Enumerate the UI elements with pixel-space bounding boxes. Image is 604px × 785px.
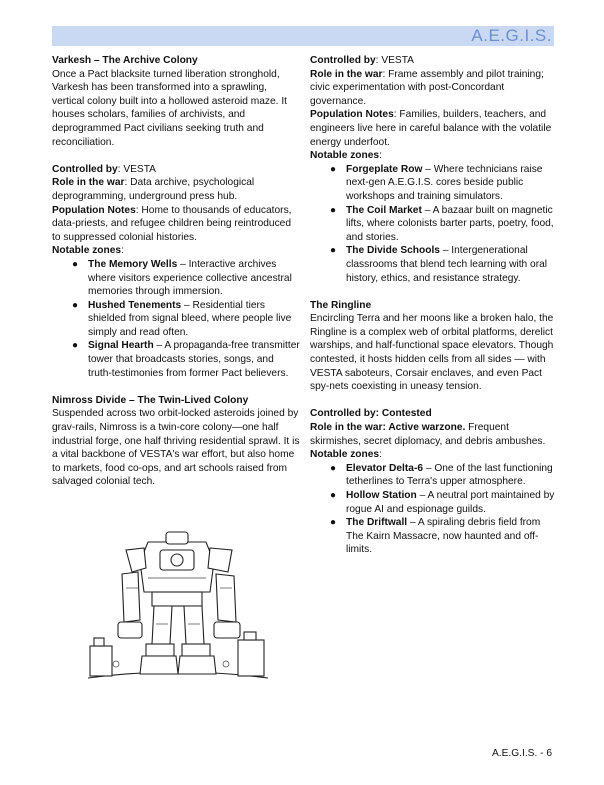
varkesh-controlled — [52, 163, 300, 177]
zone-name: The Driftwall — [346, 517, 408, 529]
zones-label: Notable zones — [52, 245, 122, 257]
varkesh-section — [52, 54, 300, 149]
population-label: Population Notes — [52, 204, 136, 216]
role-value-bold: : Active warzone. — [382, 422, 466, 434]
zone-desc: – Residential tiers shielded from signal bleed, where people live simply and read often. — [88, 299, 292, 338]
varkesh-population — [52, 204, 300, 245]
role-label: Role in the war — [52, 177, 125, 189]
ringline-details: Controlled by: Contested Role in the war: Active warzone. Frequent skirmishes, secret diplomacy, and debris ambushes. Notable zones: ● Elevator Delta-6 – One of the last functioning tetherlines to Terra's upper atmosphere. ● Hollow Station – A neutral port maintained by rogue AI and espionage guilds. ● The Driftwall – A spiraling debris field from The Kairn Massacre, now haunted and off-limits. — [310, 408, 555, 556]
role-value: Frequent skirmishes, secret diplomacy, and debris ambushes. — [310, 422, 546, 447]
zone-name: Forgeplate Row — [346, 163, 423, 175]
nimross-section — [52, 394, 300, 489]
zone-name: Hollow Station — [346, 490, 417, 501]
varkesh-zones-heading: Notable zones: — [52, 245, 124, 257]
mech-robot-illustration — [86, 528, 270, 688]
zones-label: Notable zones — [310, 449, 380, 461]
page-footer: A.E.G.I.S. - 6 — [491, 748, 552, 759]
ringline-description: Encircling Terra and her moons like a broken halo, the Ringline is a complex web of orbital platforms, derelict warships, and half-functional space elevators. Though contested, it hosts hidden cells from all sides — with VESTA saboteurs, Corsair enclaves, and even Pact spy-nets coexisting in uneasy tension. — [310, 313, 554, 393]
varkesh-description: Once a Pact blacksite turned liberation stronghold, Varkesh has been transformed into a sprawling, vertical colony built into a hollowed asteroid maze. It houses scholars, families of archivists, and deprogrammed Pact civilians seeking truth and reconciliation. — [52, 68, 287, 148]
zone-name: Hushed Tenements — [88, 299, 182, 311]
list-item: ● Elevator Delta-6 – One of the last functioning tetherlines to Terra's upper atmosphere. — [330, 462, 553, 488]
controlled-label: Controlled by — [310, 408, 376, 420]
varkesh-zones-list — [52, 258, 300, 380]
zone-desc: – A propaganda-free transmitter tower that broadcasts stories, songs, and truth-testimonies from former Pact believers. — [88, 340, 300, 379]
header-title: A.E.G.I.S. — [471, 26, 552, 45]
role-value: : Frame assembly and pilot training; civic experimentation with post-Concordant governance. — [310, 68, 544, 107]
left-column — [52, 54, 300, 503]
controlled-label: Controlled by — [52, 163, 118, 175]
varkesh-details — [52, 163, 300, 381]
zone-desc: – A spiraling debris field from The Kairn Massacre, now haunted and off-limits. — [346, 517, 541, 556]
list-item: ● The Divide Schools – Intergenerational classrooms that blend tech learning with oral history, ethics, and resistance strategy. — [330, 245, 548, 284]
section-title-varkesh: Varkesh – The Archive Colony — [52, 55, 198, 66]
population-label: Population Notes — [310, 109, 394, 121]
list-item: ● The Coil Market – A bazaar built on magnetic lifts, where colonists barter parts, poetry, food, and stories. — [330, 204, 554, 243]
list-item: ● Forgeplate Row – Where technicians raise next-gen A.E.G.I.S. cores beside public workshops and training simulators. — [330, 163, 543, 202]
zone-name: The Divide Schools — [346, 245, 440, 257]
role-label: Role in the war — [310, 422, 383, 434]
section-title-nimross: Nimross Divide – The Twin-Lived Colony — [52, 394, 249, 406]
list-item: ● Signal Hearth – A propaganda-free transmitter tower that broadcasts stories, songs, and truth-testimonies from former Pact believers. — [72, 340, 300, 379]
varkesh-role — [52, 176, 300, 203]
zone-name: Signal Hearth — [88, 340, 154, 352]
zone-name: The Coil Market — [346, 204, 422, 216]
role-label: Role in the war — [310, 68, 383, 80]
ringline-zones-list — [310, 462, 555, 557]
population-value: : Families, builders, teachers, and engineers live here in careful balance with the volatile energy underfoot. — [310, 109, 552, 148]
nimross-details: Controlled by: VESTA Role in the war: Frame assembly and pilot training; civic experimentation with post-Concordant governance. Population Notes: Families, builders, teachers, and engineers live here in careful balance with the volatile energy underfoot. Notable zones: ● Forgeplate Row – Where technicians raise next-gen A.E.G.I.S. cores beside public workshops and training simulators. ● The Coil Market – A bazaar built on magnetic lifts, where colonists barter parts, poetry, food, and stories. ● The Divide Schools – Intergenerational classrooms that blend tech learning with oral history, ethics, and resistance strategy. — [310, 55, 554, 284]
controlled-value: : VESTA — [375, 55, 414, 66]
controlled-value: : Contested — [375, 408, 432, 420]
zone-desc: – Where technicians raise next-gen A.E.G.I.S. cores beside public workshops and training simulators. — [346, 163, 543, 202]
controlled-label: Controlled by — [310, 55, 376, 66]
population-value: : Home to thousands of educators, data-priests, and refugee children being reintroduced to suppressed colonial histories. — [52, 204, 292, 243]
zone-name: The Memory Wells — [88, 258, 178, 270]
right-column — [310, 54, 555, 571]
role-value: : Data archive, psychological deprogramming, underground press hub. — [52, 177, 255, 202]
list-item: ● The Memory Wells – Interactive archives where visitors experience collective ancestral memories through immersion. — [72, 258, 292, 298]
list-item: ● Hushed Tenements – Residential tiers shielded from signal bleed, where people live simply and read often. — [72, 299, 292, 338]
list-item: ● Hollow Station – A neutral port maintained by rogue AI and espionage guilds. — [330, 490, 555, 515]
zone-desc: – A bazaar built on magnetic lifts, where colonists barter parts, poetry, food, and stories. — [346, 204, 554, 243]
ringline-section — [310, 299, 555, 394]
list-item: ● The Driftwall – A spiraling debris field from The Kairn Massacre, now haunted and off-limits. — [330, 517, 541, 556]
controlled-value: : VESTA — [117, 163, 156, 175]
zone-desc: – Interactive archives where visitors experience collective ancestral memories through immersion. — [88, 258, 292, 298]
section-title-ringline: The Ringline — [310, 299, 372, 311]
zone-desc: – A neutral port maintained by rogue AI and espionage guilds. — [346, 490, 555, 515]
zone-desc: – Intergenerational classrooms that blend tech learning with oral history, ethics, and resistance strategy. — [346, 245, 548, 284]
zone-name: Elevator Delta-6 — [346, 462, 424, 474]
zone-desc: – One of the last functioning tetherlines to Terra's upper atmosphere. — [346, 462, 553, 488]
nimross-description: Suspended across two orbit-locked asteroids joined by grav-rails, Nimross is a twin-core colony—one half industrial forge, one half thriving residential sprawl. It is a vital backbone of VESTA's war effort, but also home to markets, food co-ops, and art schools raised from salvaged colonial tech. — [52, 408, 300, 488]
nimross-zones-list — [310, 163, 555, 285]
zones-label: Notable zones — [310, 150, 380, 162]
